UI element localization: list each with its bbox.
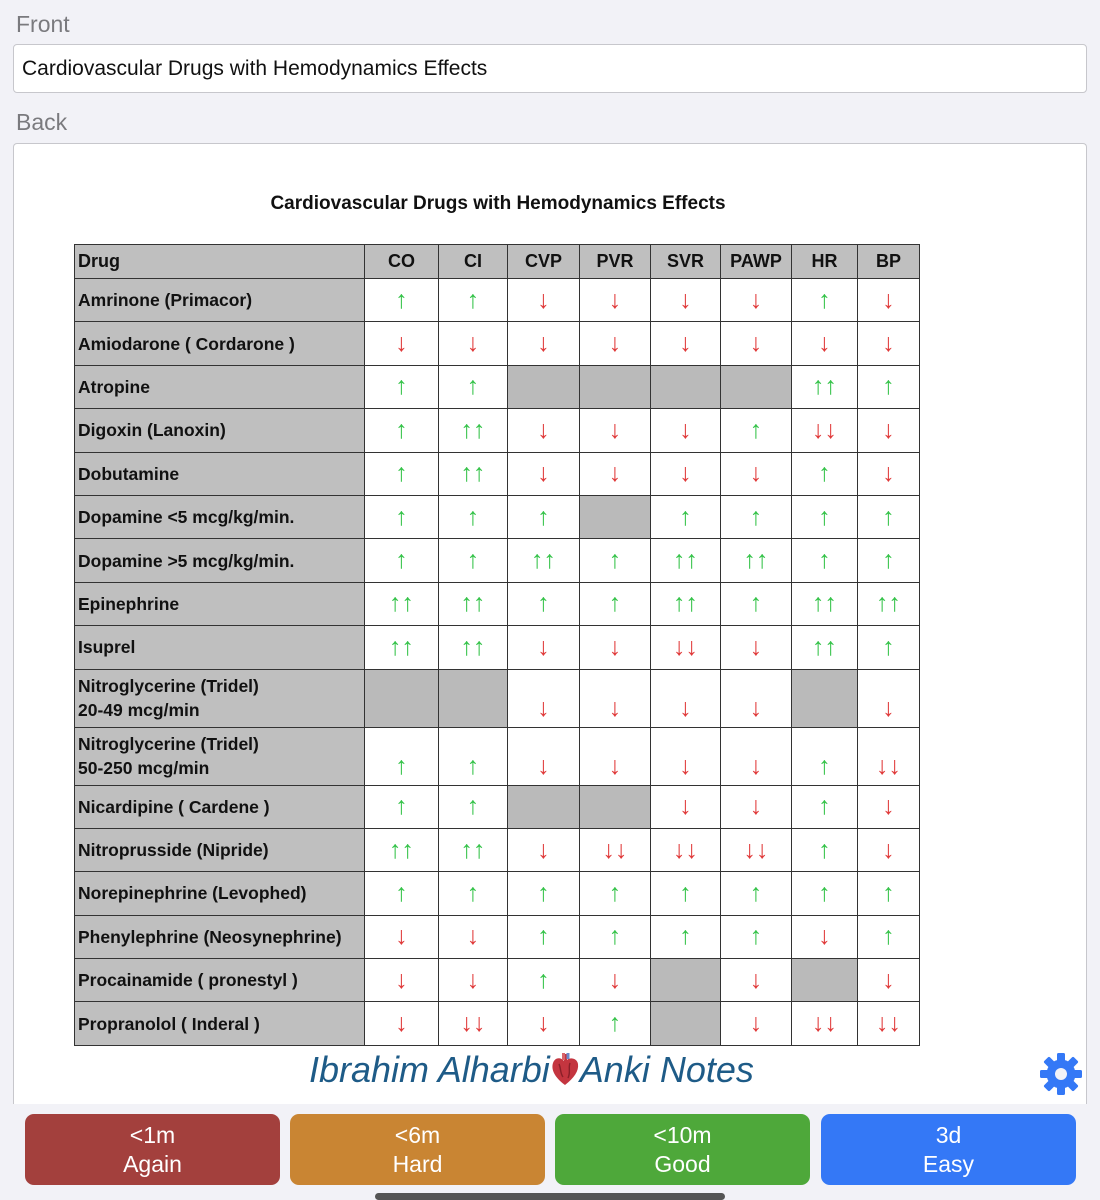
- effect-cell: ↑↑: [365, 626, 439, 669]
- effect-cell: ↑: [508, 582, 580, 625]
- drug-name-line: Dopamine <5 mcg/kg/min.: [78, 507, 295, 528]
- table-row: [75, 626, 920, 669]
- effect-cell: ↑↑: [651, 582, 721, 625]
- easy-interval: 3d: [935, 1122, 962, 1148]
- drug-name: [75, 365, 365, 408]
- effect-cell: ↑: [508, 495, 580, 538]
- front-field[interactable]: Cardiovascular Drugs with Hemodynamics Effects: [13, 44, 1087, 93]
- drug-name-line: Nitroglycerine (Tridel): [78, 734, 259, 755]
- effect-cell: ↓: [858, 828, 920, 871]
- effect-cell: ↑: [439, 872, 508, 915]
- effect-cell: ↓↓: [858, 1002, 920, 1045]
- effect-cell: ↑: [365, 727, 439, 785]
- effect-cell: ↑↑: [792, 626, 858, 669]
- effect-cell: ↓: [858, 452, 920, 495]
- drug-name: [75, 322, 365, 365]
- effect-cell: ↓: [858, 669, 920, 727]
- effect-cell: ↑: [792, 495, 858, 538]
- effect-cell: ↑: [858, 365, 920, 408]
- effect-cell: ↑: [365, 365, 439, 408]
- table-row: [75, 582, 920, 625]
- effect-cell: ↓: [721, 785, 792, 828]
- effect-cell: ↑: [439, 727, 508, 785]
- header-co: CO: [365, 245, 439, 279]
- effect-cell: ↓: [508, 409, 580, 452]
- drug-name-line: Amrinone (Primacor): [78, 290, 253, 311]
- anatomical-heart-icon: [550, 1052, 580, 1086]
- back-label: Back: [16, 109, 68, 135]
- table-row: [75, 959, 920, 1002]
- drug-name: [75, 409, 365, 452]
- effect-cell: ↑↑: [721, 539, 792, 582]
- drug-name: [75, 785, 365, 828]
- effect-cell: ↑: [365, 785, 439, 828]
- effect-cell: ↑: [858, 626, 920, 669]
- table-row: [75, 322, 920, 365]
- effect-cell-na: [721, 365, 792, 408]
- effect-cell: ↑: [508, 872, 580, 915]
- effect-cell: ↓: [792, 915, 858, 958]
- effect-cell: ↑: [439, 539, 508, 582]
- effect-cell: ↑: [580, 915, 651, 958]
- effect-cell: ↑↑: [365, 828, 439, 871]
- good-button[interactable]: [555, 1114, 810, 1185]
- effect-cell: ↓: [508, 279, 580, 322]
- effect-cell: ↑↑: [439, 452, 508, 495]
- effect-cell: ↑: [858, 495, 920, 538]
- header-svr: SVR: [651, 245, 721, 279]
- effect-cell: ↓: [508, 727, 580, 785]
- effect-cell-na: [651, 959, 721, 1002]
- drug-name: [75, 539, 365, 582]
- drug-name-line: Isuprel: [78, 637, 136, 658]
- table-row: [75, 872, 920, 915]
- drug-name-line: Dobutamine: [78, 463, 180, 484]
- effect-cell: ↓: [580, 409, 651, 452]
- effect-cell: ↑: [580, 582, 651, 625]
- table-row: [75, 365, 920, 408]
- effect-cell: ↓: [508, 1002, 580, 1045]
- header-drug: Drug: [75, 245, 365, 279]
- drug-name: [75, 828, 365, 871]
- drug-name: [75, 669, 365, 727]
- signature: [309, 1049, 754, 1091]
- effect-cell: ↑: [721, 409, 792, 452]
- drug-name-line: Procainamide ( pronestyl ): [78, 970, 298, 991]
- table-row: [75, 1002, 920, 1045]
- effect-cell: ↑: [721, 915, 792, 958]
- effect-cell: ↓: [580, 959, 651, 1002]
- effect-cell: ↑: [439, 365, 508, 408]
- table-row: [75, 409, 920, 452]
- effect-cell: ↓: [651, 322, 721, 365]
- effect-cell: ↓: [508, 322, 580, 365]
- drug-name: [75, 495, 365, 538]
- effect-cell: ↓: [365, 915, 439, 958]
- effect-cell: ↓: [792, 322, 858, 365]
- effect-cell: ↑↑: [651, 539, 721, 582]
- drug-name: [75, 626, 365, 669]
- table-row: [75, 785, 920, 828]
- effect-cell-na: [365, 669, 439, 727]
- drug-name: [75, 959, 365, 1002]
- table-row: [75, 727, 920, 785]
- drug-name-line: Atropine: [78, 376, 150, 397]
- header-ci: CI: [439, 245, 508, 279]
- drug-name-line: Phenylephrine (Neosynephrine): [78, 926, 342, 947]
- back-field[interactable]: [13, 143, 1087, 1113]
- table-row: [75, 495, 920, 538]
- table-row: [75, 539, 920, 582]
- effect-cell-na: [508, 365, 580, 408]
- drug-name-line: 50-250 mcg/min: [78, 758, 210, 779]
- front-label: Front: [16, 11, 70, 37]
- effect-cell: ↓: [439, 959, 508, 1002]
- effect-cell: ↓: [721, 959, 792, 1002]
- effect-cell: ↑: [439, 495, 508, 538]
- effect-cell: ↓↓: [439, 1002, 508, 1045]
- effect-cell: ↓: [858, 279, 920, 322]
- effect-cell-na: [439, 669, 508, 727]
- effect-cell: ↑: [365, 872, 439, 915]
- effect-cell: ↓: [651, 452, 721, 495]
- effect-cell: ↑: [365, 452, 439, 495]
- effect-cell: ↑: [508, 959, 580, 1002]
- effect-cell: ↓: [580, 669, 651, 727]
- effect-cell: ↓: [508, 669, 580, 727]
- effect-cell: ↓: [651, 669, 721, 727]
- effect-cell: ↑: [580, 1002, 651, 1045]
- effect-cell: ↑: [365, 409, 439, 452]
- drug-name: [75, 582, 365, 625]
- effect-cell: ↑↑: [792, 365, 858, 408]
- effect-cell: ↑: [439, 785, 508, 828]
- drug-name: [75, 872, 365, 915]
- card-title: Cardiovascular Drugs with Hemodynamics Effects: [270, 193, 726, 214]
- table-row: [75, 915, 920, 958]
- drug-name-line: 20-49 mcg/min: [78, 700, 200, 721]
- effect-cell: ↑: [580, 539, 651, 582]
- header-bp: BP: [858, 245, 920, 279]
- effect-cell-na: [651, 365, 721, 408]
- effect-cell: ↓: [721, 669, 792, 727]
- effect-cell: ↑↑: [439, 626, 508, 669]
- drug-name-line: Nitroprusside (Nipride): [78, 840, 269, 861]
- effect-cell: ↑: [580, 872, 651, 915]
- hard-label: Hard: [392, 1151, 443, 1177]
- effect-cell: ↓: [858, 409, 920, 452]
- effect-cell: ↓↓: [651, 626, 721, 669]
- drug-name-line: Dopamine >5 mcg/kg/min.: [78, 550, 295, 571]
- effect-cell: ↓: [858, 785, 920, 828]
- effect-cell: ↑: [721, 495, 792, 538]
- drug-name-line: Digoxin (Lanoxin): [78, 420, 226, 441]
- effect-cell: ↓: [580, 452, 651, 495]
- effect-cell: ↑: [792, 539, 858, 582]
- effect-cell: ↓↓: [721, 828, 792, 871]
- effect-cell: ↓: [580, 279, 651, 322]
- effect-cell: ↑↑: [792, 582, 858, 625]
- effect-cell: ↑: [858, 915, 920, 958]
- effect-cell: ↑: [858, 872, 920, 915]
- good-interval: <10m: [653, 1122, 712, 1148]
- signature-source: Anki Notes: [579, 1049, 754, 1090]
- effect-cell: ↓: [721, 1002, 792, 1045]
- effect-cell: ↓: [858, 322, 920, 365]
- easy-label: Easy: [922, 1151, 975, 1177]
- drug-name-line: Amiodarone ( Cordarone ): [78, 333, 295, 354]
- drug-name-line: Epinephrine: [78, 593, 180, 614]
- hard-interval: <6m: [394, 1122, 441, 1148]
- effect-cell: ↑: [858, 539, 920, 582]
- drug-name: [75, 1002, 365, 1045]
- effect-cell: ↑↑: [858, 582, 920, 625]
- drug-name-line: Norepinephrine (Levophed): [78, 883, 307, 904]
- effect-cell: ↑: [365, 279, 439, 322]
- effect-cell-na: [792, 669, 858, 727]
- effect-cell: ↓: [365, 1002, 439, 1045]
- gear-icon[interactable]: [1039, 1052, 1083, 1096]
- drug-name: [75, 279, 365, 322]
- effect-cell: ↑: [792, 452, 858, 495]
- effect-cell: ↑: [439, 279, 508, 322]
- effect-cell: ↓: [721, 626, 792, 669]
- effect-cell: ↓: [651, 279, 721, 322]
- effect-cell: ↓: [721, 452, 792, 495]
- effect-cell: ↓↓: [651, 828, 721, 871]
- table-row: [75, 828, 920, 871]
- effect-cell: ↓: [508, 626, 580, 669]
- effect-cell: ↑: [365, 539, 439, 582]
- effect-cell: ↓: [651, 727, 721, 785]
- effect-cell: ↓: [721, 322, 792, 365]
- again-button[interactable]: [25, 1114, 280, 1185]
- effect-cell: ↑: [651, 872, 721, 915]
- effect-cell: ↓: [439, 322, 508, 365]
- effect-cell: ↑: [721, 872, 792, 915]
- effect-cell: ↓: [508, 828, 580, 871]
- effect-cell: ↑: [365, 495, 439, 538]
- effect-cell: ↑: [792, 279, 858, 322]
- effect-cell: ↑↑: [439, 582, 508, 625]
- effect-cell: ↑: [508, 915, 580, 958]
- effect-cell: ↑↑: [365, 582, 439, 625]
- effect-cell: ↑: [651, 915, 721, 958]
- effect-cell: ↑↑: [508, 539, 580, 582]
- effect-cell-na: [792, 959, 858, 1002]
- table-row: [75, 669, 920, 727]
- table-row: [75, 279, 920, 322]
- effect-cell: ↑: [651, 495, 721, 538]
- header-pawp: PAWP: [721, 245, 792, 279]
- easy-button[interactable]: [821, 1114, 1076, 1185]
- effect-cell: ↓: [508, 452, 580, 495]
- signature-author: Ibrahim Alharbi: [309, 1049, 550, 1090]
- effect-cell: ↓: [439, 915, 508, 958]
- drug-name: [75, 915, 365, 958]
- table-header-row: [75, 245, 920, 279]
- hemodynamics-table: [74, 244, 920, 1046]
- drug-name: [75, 727, 365, 785]
- effect-cell: ↓: [651, 409, 721, 452]
- effect-cell-na: [580, 495, 651, 538]
- home-indicator[interactable]: [375, 1193, 725, 1200]
- effect-cell: ↓: [858, 959, 920, 1002]
- effect-cell: ↑↑: [439, 409, 508, 452]
- drug-name-line: Nicardipine ( Cardene ): [78, 796, 270, 817]
- header-pvr: PVR: [580, 245, 651, 279]
- drug-name-line: Nitroglycerine (Tridel): [78, 676, 259, 697]
- effect-cell: ↑: [792, 828, 858, 871]
- effect-cell: ↑: [792, 727, 858, 785]
- effect-cell: ↓: [721, 279, 792, 322]
- effect-cell: ↓: [580, 727, 651, 785]
- effect-cell: ↓: [365, 322, 439, 365]
- effect-cell: ↑: [792, 872, 858, 915]
- effect-cell: ↓: [580, 626, 651, 669]
- effect-cell: ↓↓: [858, 727, 920, 785]
- again-interval: <1m: [129, 1122, 176, 1148]
- effect-cell-na: [580, 785, 651, 828]
- effect-cell: ↓: [721, 727, 792, 785]
- answer-bar: [0, 1104, 1100, 1200]
- good-label: Good: [654, 1151, 711, 1177]
- drug-name: [75, 452, 365, 495]
- effect-cell: ↑: [792, 785, 858, 828]
- effect-cell-na: [651, 1002, 721, 1045]
- effect-cell: ↓: [580, 322, 651, 365]
- effect-cell: ↓↓: [792, 409, 858, 452]
- effect-cell: ↓↓: [580, 828, 651, 871]
- effect-cell: ↓: [651, 785, 721, 828]
- drug-name-line: Propranolol ( Inderal ): [78, 1013, 260, 1034]
- effect-cell-na: [508, 785, 580, 828]
- header-cvp: CVP: [508, 245, 580, 279]
- effect-cell: ↓: [365, 959, 439, 1002]
- table-row: [75, 452, 920, 495]
- hard-button[interactable]: [290, 1114, 545, 1185]
- effect-cell: ↑: [721, 582, 792, 625]
- effect-cell: ↓↓: [792, 1002, 858, 1045]
- header-hr: HR: [792, 245, 858, 279]
- effect-cell-na: [580, 365, 651, 408]
- again-label: Again: [123, 1151, 182, 1177]
- effect-cell: ↑↑: [439, 828, 508, 871]
